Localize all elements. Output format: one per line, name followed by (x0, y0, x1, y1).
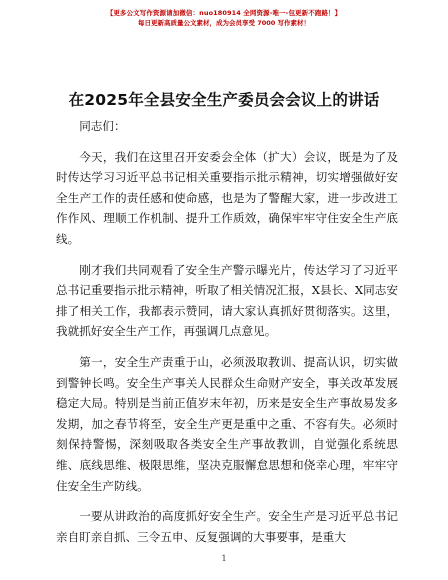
paragraph-4: 一要从讲政治的高度抓好安全生产。安全生产是习近平总书记亲自盯亲自抓、三令五申、反复强调的大事要事，是重大 (56, 509, 398, 544)
page-number: 1 (221, 554, 227, 563)
document-body (56, 116, 398, 557)
greeting: 同志们： (79, 119, 126, 133)
promo-line-2: 每日更新高质量公文素材，成为会员享受 7000 写作素材！ (137, 19, 311, 27)
promo-banner (0, 8, 448, 28)
paragraph-2: 刚才我们共同观看了安全生产警示曝光片，传达学习了习近平总书记重要指示批示精神，听取了相关情况汇报，X县长、X同志安排了相关工作，我都表示赞同，请大家认真抓好贯彻落实。这里，我就抓好安全生产工作，再强调几点意见。 (56, 262, 398, 339)
paragraph-1: 今天，我们在这里召开安委会全体（扩大）会议，既是为了及时传达学习习近平总书记相关重要指示批示精神，切实增强做好安全生产工作的责任感和使命感，也是为了警醒大家，进一步改进工作作风、理顺工作机制、提升工作质效，确保牢牢守住安全生产底线。 (56, 149, 398, 246)
promo-line-1: 【更多公文写作资源请加微信：nuo180914 全网资源-唯一-包更新不跑路！】 (106, 9, 342, 17)
paragraph-3: 第一，安全生产责重于山，必须汲取教训、提高认识，切实做到警钟长鸣。安全生产事关人民群众生命财产安全，事关改革发展稳定大局。特别是当前正值岁末年初，历来是安全生产事故易发多发期，加之春节将至，安全生产更是重中之重、不容有失。必须时刻保持警惕，深刻吸取各类安全生产事故教训，自觉强化系统思维、底线思维、极限思维，坚决克服懈怠思想和侥幸心理，牢牢守住安全生产防线。 (56, 354, 398, 493)
document-title: 在2025年全县安全生产委员会会议上的讲话 (68, 91, 380, 109)
